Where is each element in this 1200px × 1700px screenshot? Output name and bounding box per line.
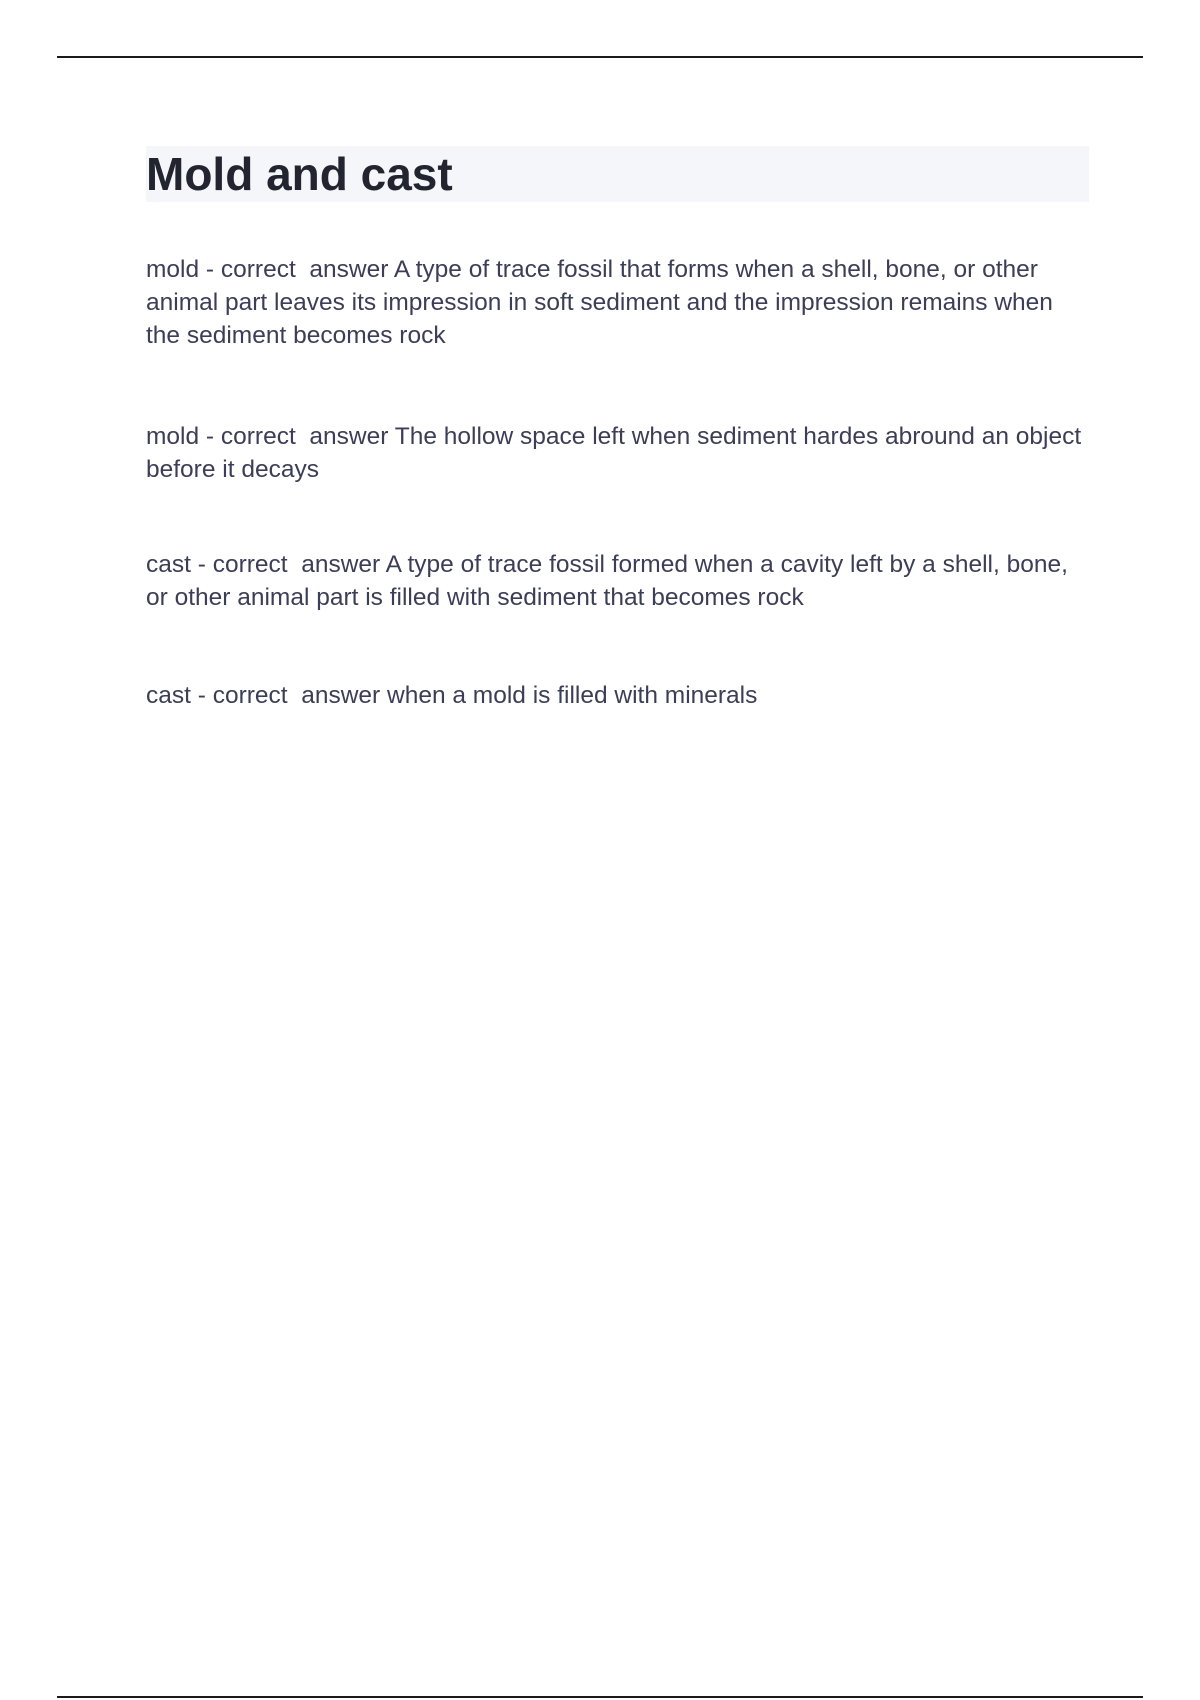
card-definition: A type of trace fossil that forms when a shell, bone, or other animal part leaves its impression in soft sediment and the impression remains when the sediment becomes rock [146, 256, 1060, 349]
flashcard-2: mold - correct answer The hollow space left when sediment hardes abround an object before it decays [146, 423, 1088, 483]
card-answer-label: correct answer [220, 256, 389, 283]
card-term: cast [146, 682, 191, 709]
card-term: cast [146, 551, 191, 578]
card-term: mold [146, 256, 200, 283]
page-title: Mold and cast [146, 148, 453, 200]
top-rule [57, 56, 1143, 58]
document-content [146, 146, 1089, 780]
card-answer-label: correct answer [220, 423, 389, 450]
flashcard-3: cast - correct answer A type of trace fossil formed when a cavity left by a shell, bone, or other animal part is filled with sediment that becomes rock [146, 551, 1075, 611]
card-definition: A type of trace fossil formed when a cavity left by a shell, bone, or other animal part is filled with sediment that becomes rock [146, 551, 1075, 611]
flashcard-4: cast - correct answer when a mold is filled with minerals [146, 682, 758, 709]
card-answer-label: correct answer [212, 682, 381, 709]
card-term: mold [146, 423, 200, 450]
card-answer-label: correct answer [212, 551, 381, 578]
title-bar [146, 146, 1089, 202]
card-definition: when a mold is filled with minerals [387, 682, 758, 709]
bottom-rule [57, 1696, 1143, 1698]
flashcard-1: mold - correct answer A type of trace fossil that forms when a shell, bone, or other animal part leaves its impression in soft sediment and the impression remains when the sediment becomes rock [146, 256, 1060, 349]
card-definition: The hollow space left when sediment hardes abround an object before it decays [146, 423, 1088, 483]
